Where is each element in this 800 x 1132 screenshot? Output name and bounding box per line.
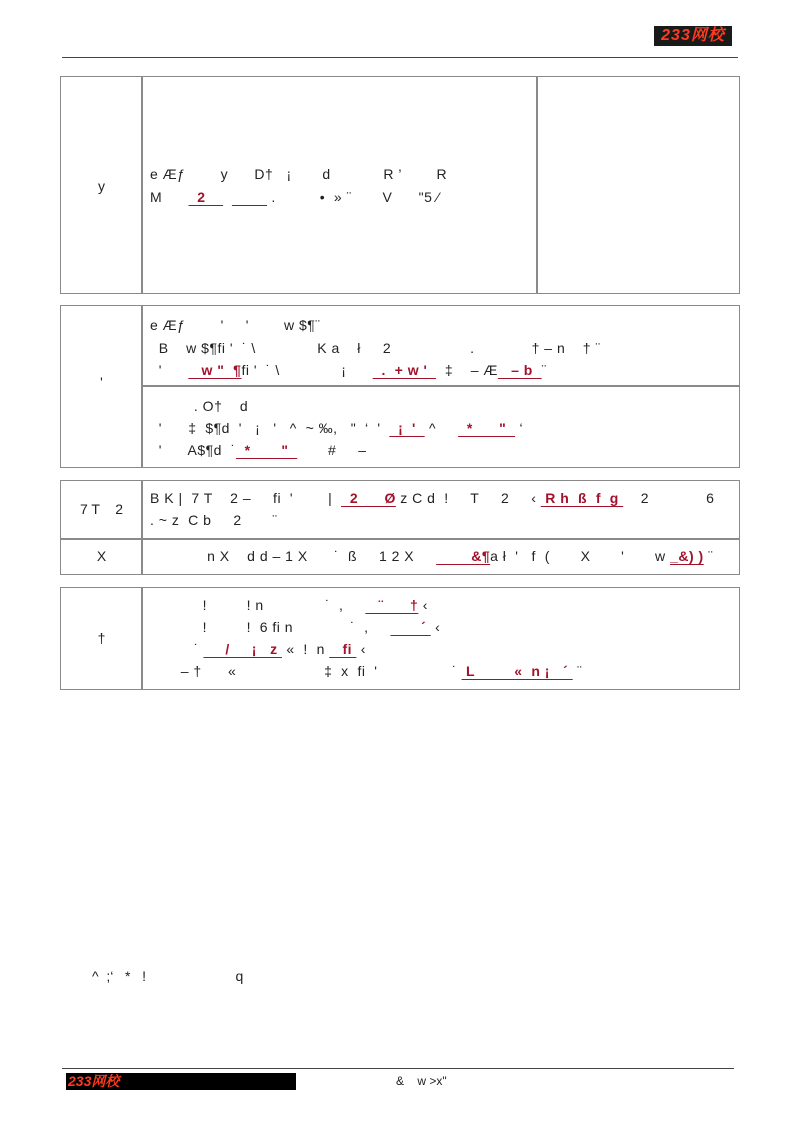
marked-text: fi (329, 641, 357, 657)
section-3-row-1-label: 7 T 2 (79, 501, 124, 517)
section-2-line-6 (150, 442, 367, 458)
brand-logo-bottom-text: 233网校 (68, 1073, 120, 1089)
text-segment: . ~ z C b 2 ¨ (150, 512, 278, 528)
marked-text: ¨ † (365, 597, 419, 613)
text-segment: ‘ (515, 420, 524, 436)
text-segment: e Æƒ ' ' w $¶¨ (150, 317, 321, 333)
text-segment: ¨ (541, 362, 547, 378)
brand-logo-bottom (66, 1073, 296, 1090)
text-segment: . • » ¨ V "5 ⁄ (267, 189, 440, 205)
text-segment: ' A$¶d ˙ (150, 442, 236, 458)
text-segment: ' ‡ $¶d ' ¡ ' ^ ~ ‰, " ‘ ' (150, 420, 390, 436)
section-3-row-2-line (150, 548, 713, 564)
marked-text: 2 Ø (341, 490, 396, 506)
marked-text: w " ¶ (188, 362, 242, 378)
section-1-box (60, 76, 740, 294)
text-segment: ^ (424, 420, 459, 436)
brand-logo-top: 233网校 (654, 26, 732, 46)
section-1-divider-left (141, 76, 143, 294)
section-4-line-2 (150, 619, 440, 635)
marked-text: R h ß f g (540, 490, 624, 506)
marked-text (232, 189, 267, 205)
text-segment: n X d d – 1 X ˙ ß 1 2 X (150, 548, 437, 564)
text-segment: ‹ (356, 641, 366, 657)
section-2-line-1 (150, 317, 320, 333)
text-segment: ‡ – Æ (436, 362, 498, 378)
section-4-label: † (97, 630, 106, 646)
marked-text: * " (235, 442, 298, 458)
text-segment: # – (297, 442, 367, 458)
text-segment: – † « ‡ x fi ' ˙ (150, 663, 462, 679)
section-3-separator (60, 538, 740, 540)
text-segment: e Æƒ y D† ¡ d R ’ R (150, 166, 448, 182)
text-segment: z C d ! T 2 ‹ (395, 490, 541, 506)
header-rule (62, 57, 738, 58)
section-4-divider (141, 587, 143, 690)
marked-text: ´ (390, 619, 431, 635)
section-4-line-1 (150, 597, 428, 613)
text-segment: « ! n (281, 641, 330, 657)
text-segment: ' (150, 362, 189, 378)
section-4-line-3 (150, 641, 366, 657)
section-1-label: y (98, 178, 105, 194)
section-2-line-2 (150, 340, 601, 356)
footer-page-text: & w >x" (396, 1074, 447, 1088)
text-segment: . O† d (150, 398, 249, 414)
section-1-line-1 (150, 166, 447, 182)
section-2-line-4 (150, 398, 248, 414)
marked-text: ¡ ' (389, 420, 425, 436)
marked-text: _&) ) (670, 548, 704, 564)
section-1-divider-right (536, 76, 538, 294)
section-2-line-3 (150, 362, 547, 378)
marked-text: 2 (188, 189, 224, 205)
text-segment: fi ' ˙ \ ¡ (241, 362, 373, 378)
text-segment: ‹ (418, 597, 428, 613)
text-segment: ! ! 6 fi n ˙ , (150, 619, 391, 635)
text-segment: 2 6 (623, 490, 715, 506)
section-3-row-2-label: X (96, 548, 107, 564)
marked-text: – b (497, 362, 542, 378)
section-1-line-2 (150, 189, 440, 205)
marked-text: . + w ' (372, 362, 437, 378)
footnote-text: ^ ;‘ * ! q (92, 968, 244, 984)
section-3-divider (141, 480, 143, 575)
section-2-separator (141, 385, 740, 387)
text-segment: ¨ (572, 663, 583, 679)
text-segment: ! ! n ˙ , (150, 597, 366, 613)
text-segment: ˙ (150, 641, 204, 657)
section-3-row-1-line-1 (150, 490, 714, 506)
footer-rule (62, 1068, 734, 1069)
marked-text: L « n ¡ ´ (461, 663, 573, 679)
marked-text: &¶ (436, 548, 491, 564)
text-segment: M (150, 189, 189, 205)
marked-text: * " (458, 420, 516, 436)
section-4-line-4 (150, 663, 582, 679)
section-2-divider (141, 305, 143, 468)
section-3-row-1-line-2 (150, 512, 278, 528)
text-segment: ‹ (430, 619, 441, 635)
marked-text: / ¡ z (203, 641, 282, 657)
text-segment: B K | 7 T 2 – fi ' | (150, 490, 342, 506)
text-segment: a ł ' f ( X ' w (490, 548, 671, 564)
section-2-line-5 (150, 420, 523, 436)
text-segment: B w $¶fi ' ˙ \ K a ł 2 . † – n † ¨ (150, 340, 601, 356)
text-segment: ¨ (703, 548, 714, 564)
section-2-label: ' (100, 374, 103, 390)
text-segment (223, 189, 232, 205)
